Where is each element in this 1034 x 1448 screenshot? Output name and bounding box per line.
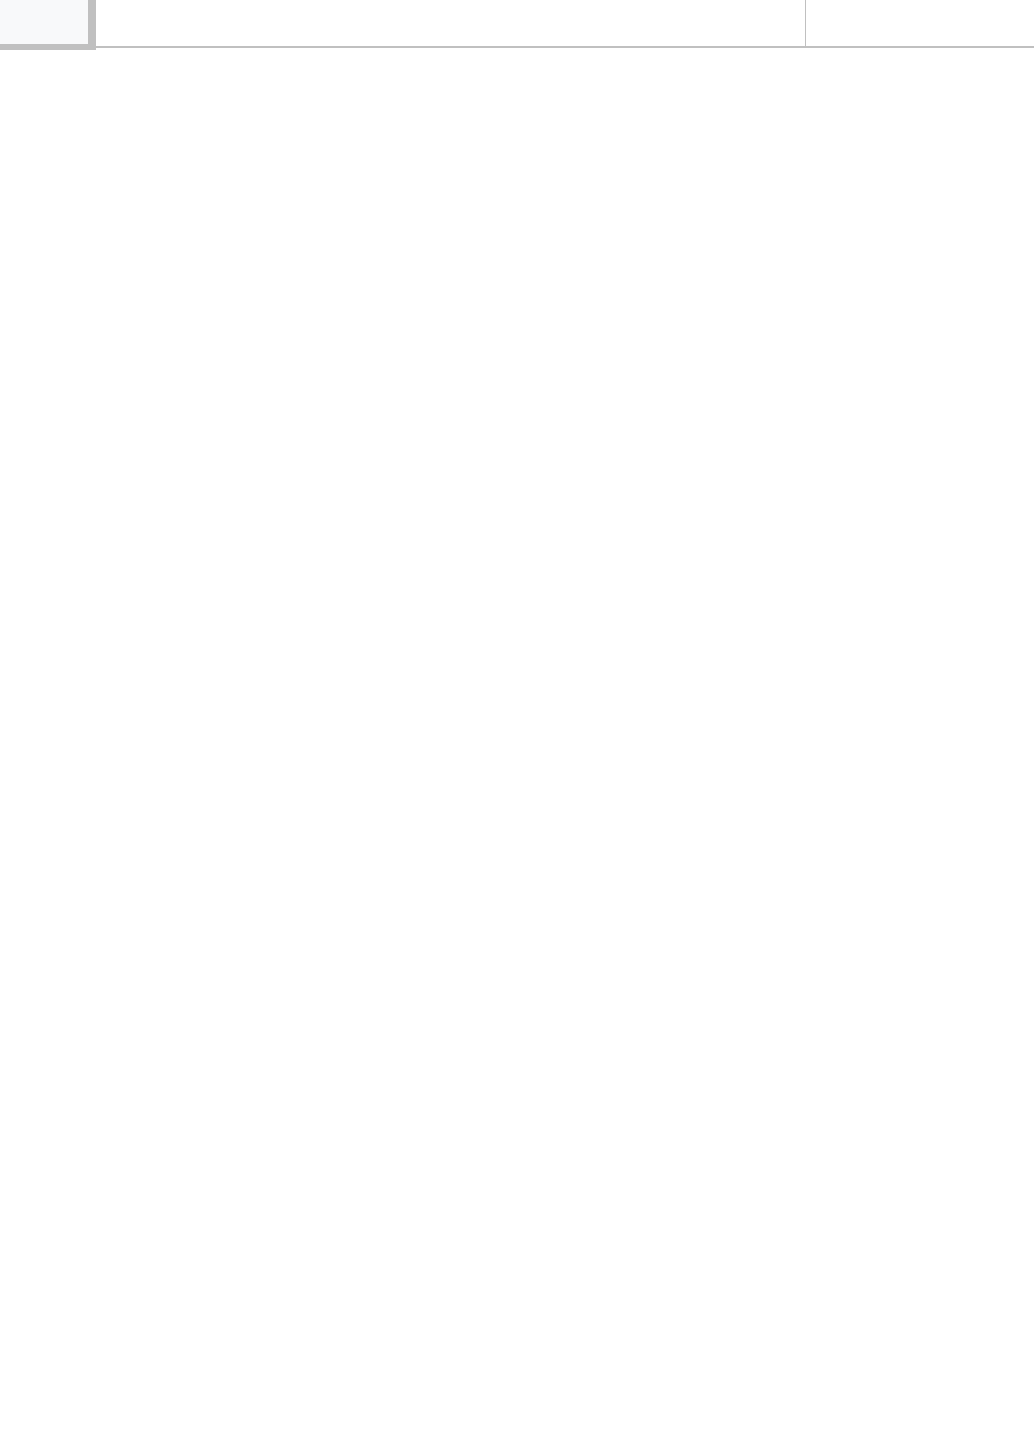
column-header-b[interactable] — [806, 0, 1034, 48]
select-all-corner[interactable] — [0, 0, 96, 50]
column-header-a[interactable] — [96, 0, 806, 48]
